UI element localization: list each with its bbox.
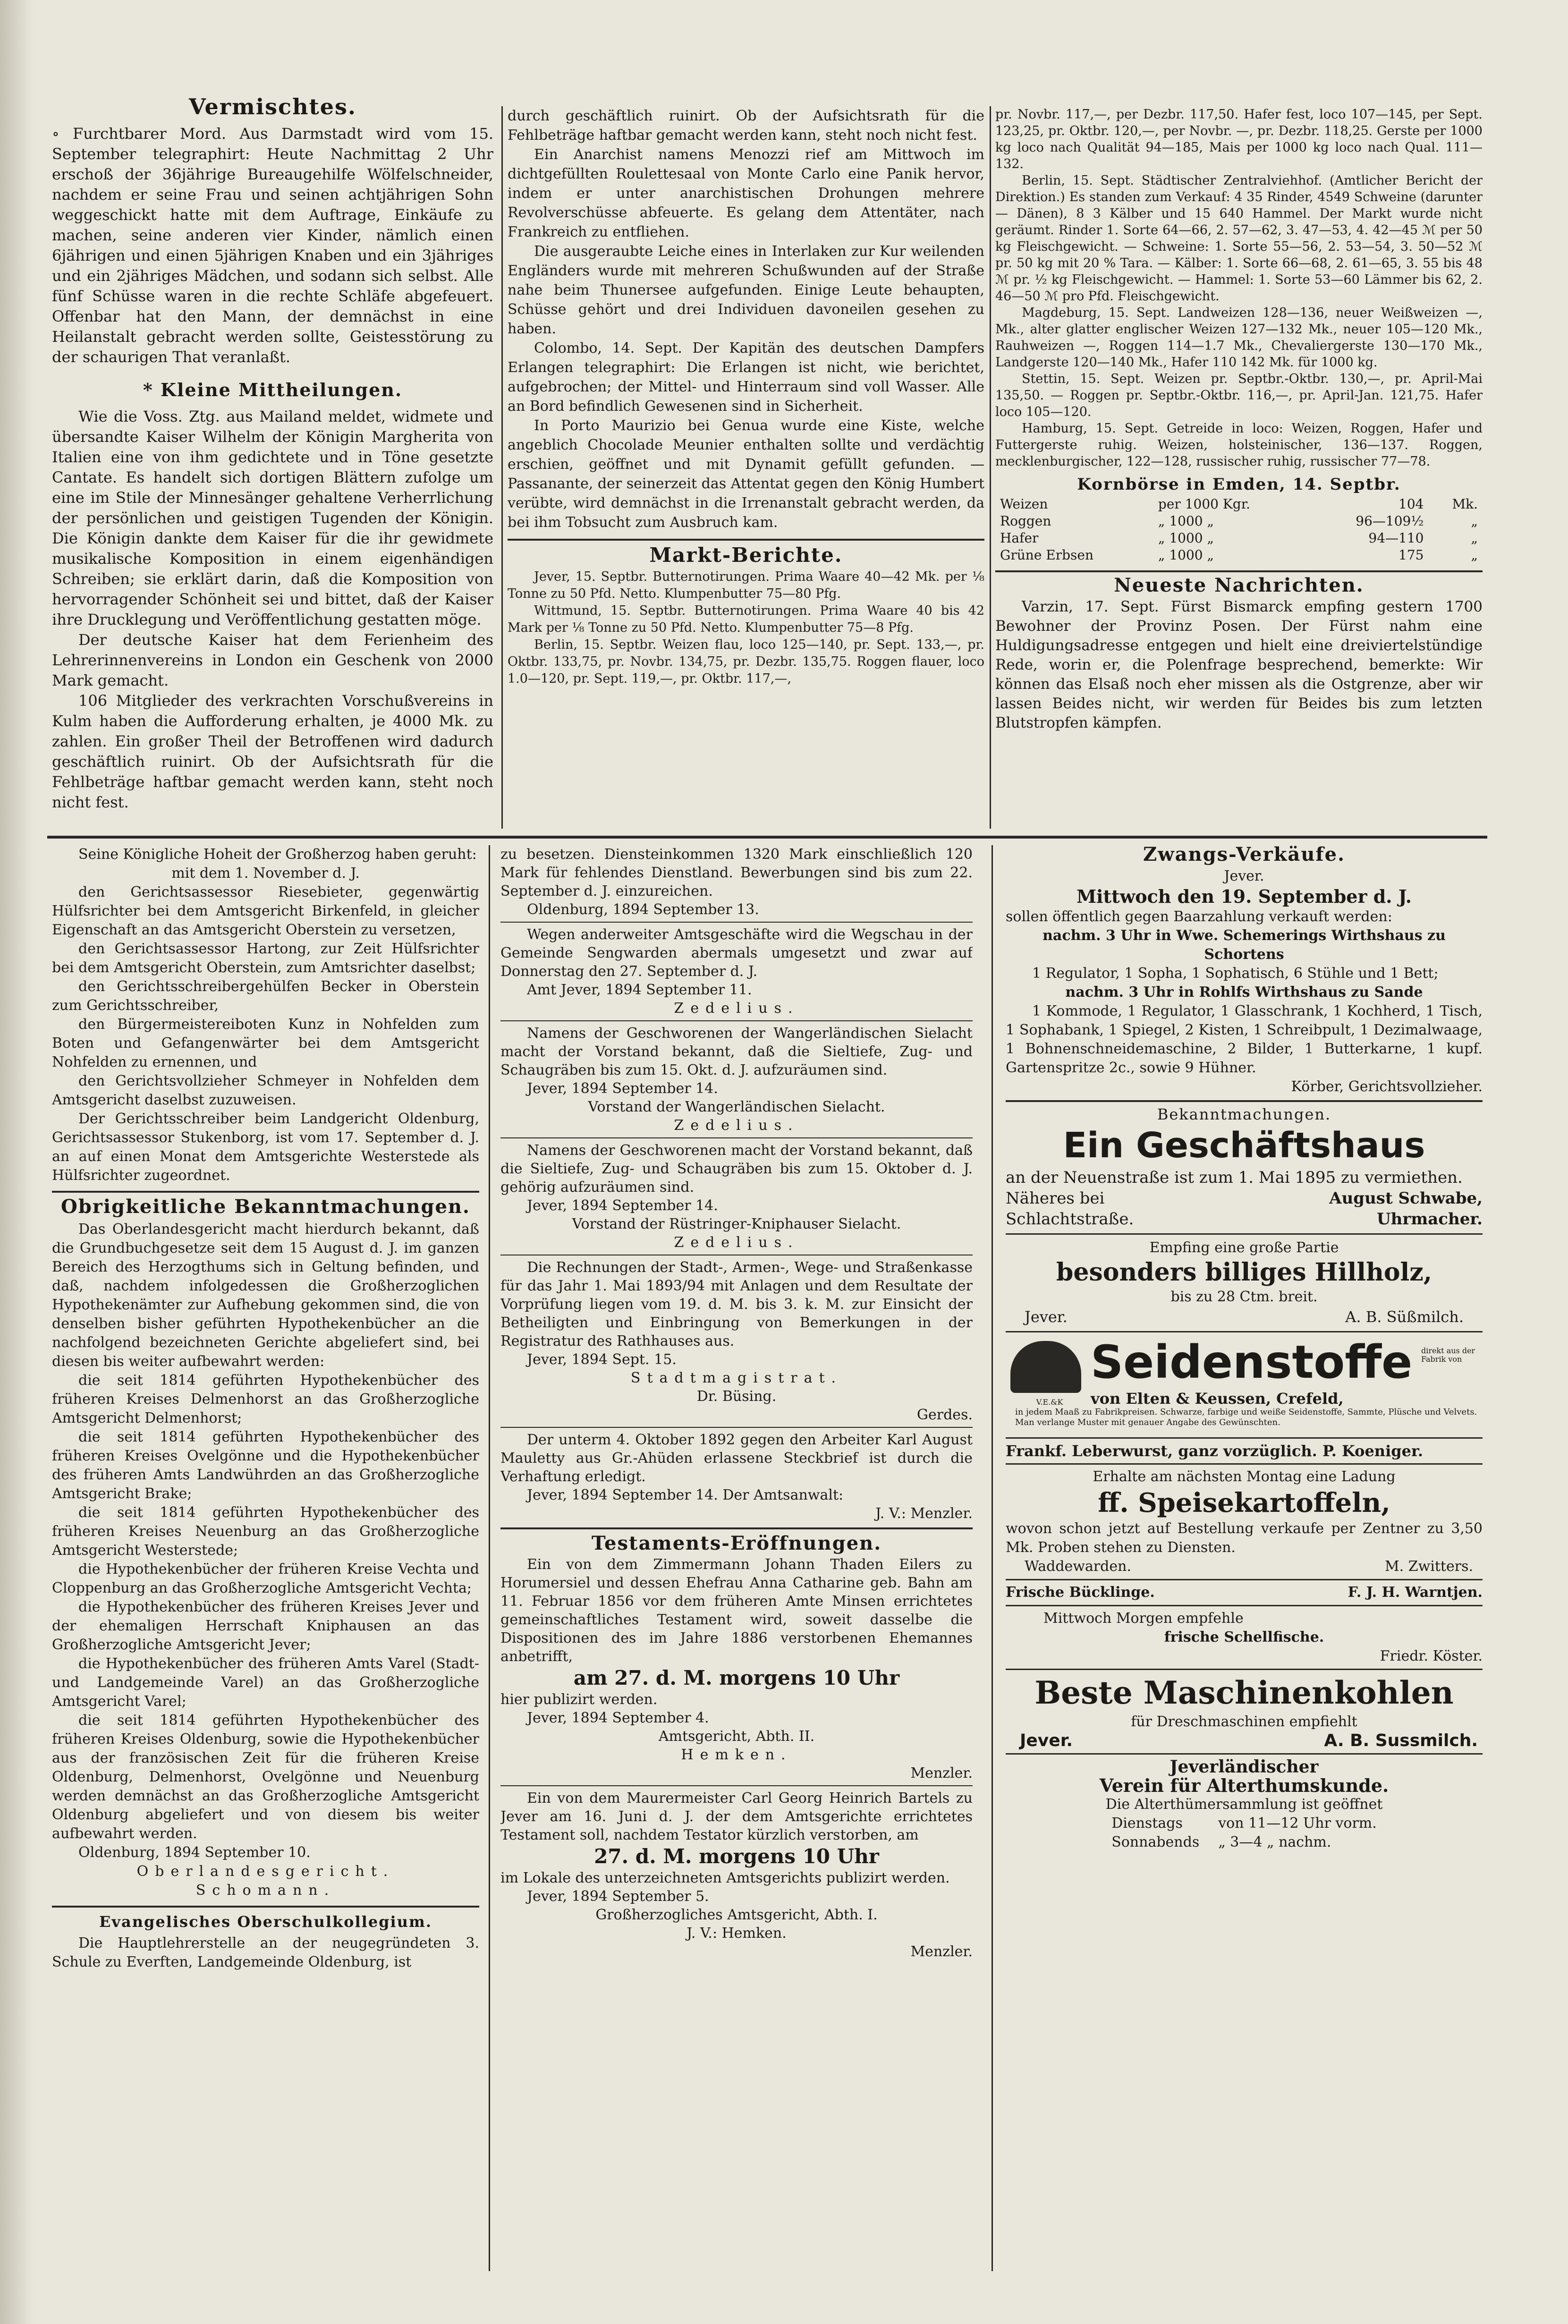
market-berlin-viehhof: Berlin, 15. Sept. Städtischer Zentralviehhof. (Amtlicher Bericht der Direktion.) Es standen zum Verkauf: 4 35 Rinder, 4549 Schweine (darunter — Dänen), 8 3 Kälber und 15 640 Hammel. Der Markt wurde nicht geräumt. Rinder 1. Sorte 64—66, 2. 57—62, 3. 47—53, 4. 42—45 ℳ per 50 kg Fleischgewicht. — Schweine: 1. Sorte 55—56, 2. 53—54, 3. 50—52 ℳ pr. 50 kg mit 20 % Tara. — Kälber: 1. Sorte 66—68, 2. 61—65, 3. 55 bis 48 ℳ pr. ¹⁄₂ kg Fleischgewicht. — Hammel: 1. Sorte 53—60 Lämmer bis 62, 2. 46—50 ℳ pro Pfd. Fleischgewicht. bbox=[995, 173, 1483, 304]
section-divider bbox=[52, 1906, 479, 1908]
notice-signature: Schomann. bbox=[195, 1882, 336, 1899]
kornboerse-cell: 96—109¹⁄₂ bbox=[1356, 513, 1424, 529]
notice-gerichtsschreiber: Der Gerichtsschreiber beim Landgericht Oldenburg, Gerichtsassessor Stukenborg, ist vom 17. September d. J. an auf einen Monat dem Amtsgerichte Westerstede als Hülfsrichter zugeordnet. bbox=[52, 1111, 479, 1184]
ad-hillholz-heading: besonders billiges Hillholz, bbox=[1056, 1258, 1432, 1287]
logo-monogram: V.E.&K bbox=[1036, 1398, 1063, 1407]
ad-contact-row bbox=[1006, 1306, 1483, 1327]
ad-leberwurst: Frankf. Leberwurst, ganz vorzüglich. P. Koeniger. bbox=[1006, 1442, 1424, 1460]
ad-day: Dienstags bbox=[1111, 1815, 1183, 1832]
notice-item: den Bürgermeistereiboten Kunz in Nohfelden zum Boten und Gefangenwärter bei dem Amtsgericht Nohfelden zu ernennen, und bbox=[52, 1016, 479, 1070]
section-divider bbox=[1006, 1579, 1483, 1580]
ad-text: Erhalte am nächsten Montag eine Ladung bbox=[1093, 1468, 1396, 1485]
notice-testament-date: 27. d. M. morgens 10 Uhr bbox=[594, 1845, 879, 1868]
ad-name: F. J. H. Warntjen. bbox=[1348, 1584, 1483, 1601]
kornboerse-cell: Hafer bbox=[1000, 530, 1039, 546]
section-title-neueste-nachrichten: Neueste Nachrichten. bbox=[1114, 574, 1364, 596]
ad-maschinenkohlen-heading: Beste Maschinenkohlen bbox=[1034, 1674, 1454, 1711]
notice-place-date: Oldenburg, 1894 September 10. bbox=[78, 1844, 311, 1861]
notice-testament-bartels: Ein von dem Maurermeister Carl Georg Heinrich Bartels zu Jever am 16. Juni d. J. der dem Amtsgerichte errichtetes Testament soll, nachdem Testator kürzlich verstorben, am bbox=[500, 1790, 973, 1843]
notice-authority: Vorstand der Wangerländischen Sielacht. bbox=[588, 1099, 885, 1115]
ad-name: M. Zwitters. bbox=[1384, 1558, 1473, 1575]
column-rule bbox=[501, 106, 503, 829]
notice-steckbrief: Der unterm 4. Oktober 1892 gegen den Arbeiter Karl August Mauletty aus Gr.-Ahüden erlassene Steckbrief ist durch die Verhaftung erledigt. bbox=[500, 1432, 973, 1485]
ad-text: Uhrmacher. bbox=[1377, 1210, 1483, 1229]
notice-place-date: Jever, 1894 September 14. bbox=[527, 1080, 718, 1097]
notice-signature: J. V.: Menzler. bbox=[875, 1505, 973, 1522]
ad-verein-line2: Verein für Alterthumskunde. bbox=[1099, 1775, 1389, 1796]
notice-item: die Hypothekenbücher des früheren Amts Varel (Stadt- und Landgemeinde Varel) an das Großherzogliche Amtsgericht Varel; bbox=[52, 1655, 479, 1710]
article-ferienheim: Der deutsche Kaiser hat dem Ferienheim des Lehrerinnenvereins in London ein Geschenk von 2000 Mark gemacht. bbox=[52, 631, 493, 689]
market-wittmund: Wittmund, 15. Septbr. Butternotirungen. Prima Waare 40 bis 42 Mark per ¹⁄₈ Tonne zu 50 Pfd. Netto. Klumpenbutter 75—8 Pfg. bbox=[508, 603, 984, 635]
ad-contact-row bbox=[1006, 1731, 1483, 1750]
ad-text: Empfing eine große Partie bbox=[1149, 1239, 1339, 1256]
column-news-and-markets bbox=[508, 106, 984, 826]
notice-signature: J. V.: Hemken. bbox=[687, 1925, 787, 1942]
page-binding-shadow bbox=[0, 0, 33, 2324]
section-divider bbox=[500, 1427, 973, 1428]
section-divider bbox=[500, 922, 973, 923]
ad-name: Friedr. Köster. bbox=[1380, 1648, 1483, 1664]
notice-date-line: mit dem 1. November d. J. bbox=[171, 865, 360, 882]
notice-item: die seit 1814 geführten Hypothekenbücher des früheren Kreises Ovelgönne und die Hypothekenbücher des früheren Amts Landwührden an das Großherzogliche Amtsgericht Brake; bbox=[52, 1429, 479, 1502]
ad-seiden-heading: Seidenstoffe bbox=[1091, 1336, 1413, 1389]
notice-wangerland-sielacht: Namens der Geschworenen der Wangerländischen Sielacht macht der Vorstand bekannt, daß die Sieltiefe, Zug- und Schaugräben bis zum 15. Okt. d. J. aufzuräumen sind. bbox=[500, 1025, 973, 1078]
ad-signature: Körber, Gerichtsvollzieher. bbox=[1291, 1078, 1483, 1095]
notice-signature: Zedelius. bbox=[674, 1117, 799, 1134]
section-title-obrigkeitliche: Obrigkeitliche Bekanntmachungen. bbox=[61, 1196, 470, 1218]
ad-seiden-company: von Elten & Keussen, Crefeld, bbox=[1091, 1390, 1344, 1408]
ad-location: nachm. 3 Uhr in Wwe. Schemerings Wirthshaus zu Schortens bbox=[1043, 927, 1446, 963]
market-hamburg: Hamburg, 15. Sept. Getreide in loco: Weizen, Roggen, Hafer und Futtergerste ruhig. Weizen, holsteinischer, 136—137. Roggen, mecklenburgischer, 122—128, russischer ruhig, russischer 77—78. bbox=[995, 421, 1483, 469]
notice-place-date: Amt Jever, 1894 September 11. bbox=[527, 982, 752, 998]
ad-time: von 11—12 Uhr vorm. bbox=[1218, 1815, 1377, 1832]
notice-item: die Hypothekenbücher des früheren Kreises Jever und der ehemaligen Herrschaft Kniphausen an das Großherzogliche Amtsgericht Jever; bbox=[52, 1599, 479, 1653]
section-divider bbox=[500, 1785, 973, 1786]
notice-testament-eilers: Ein von dem Zimmermann Johann Thaden Eilers zu Horumersiel und dessen Ehefrau Anna Catharine geb. Bahn am 11. Februar 1856 vor dem früheren Amte Minsen errichtetes gemeinschaftliches Testament wird, soweit dasselbe die Dispositionen des im Jahre 1886 verstorbenen Ehemannes anbetrifft, bbox=[500, 1556, 973, 1665]
ad-geschaeftshaus-heading: Ein Geschäftshaus bbox=[1063, 1125, 1425, 1166]
ad-name: A. B. Sussmilch. bbox=[1324, 1731, 1478, 1750]
ad-speisekartoffeln-heading: ff. Speisekartoffeln, bbox=[1098, 1487, 1390, 1518]
notice-item: die seit 1814 geführten Hypothekenbücher des früheren Kreises Delmenhorst an das Großherzogliche Amtsgericht Delmenhorst; bbox=[52, 1372, 479, 1426]
section-divider bbox=[1006, 1100, 1483, 1102]
ad-location: nachm. 3 Uhr in Rohlfs Wirthshaus zu Sande bbox=[1065, 984, 1423, 1001]
notice-text: hier publizirt werden. bbox=[500, 1691, 658, 1708]
ad-day: Sonnabends bbox=[1111, 1834, 1200, 1850]
section-title-bekanntmachungen: Bekanntmachungen. bbox=[1157, 1105, 1331, 1123]
article-varzin: Varzin, 17. Sept. Fürst Bismarck empfing gestern 1700 Bewohner der Provinz Posen. Der Fürst nahm eine Huldigungsadresse entgegen und hielt eine dreiviertelstündige Rede, worin er, die Polenfrage besprechend, bemerkte: Wir können das Elsaß noch eher missen als die Ostgrenze, aber wir lassen Beides nicht, wir werden für Beides bis zum letzten Blutstropfen kämpfen. bbox=[995, 598, 1483, 731]
ad-place: Jever. bbox=[1020, 1731, 1073, 1750]
ad-date: Mittwoch den 19. September d. J. bbox=[1076, 886, 1412, 907]
ad-contact-row bbox=[1006, 1557, 1483, 1576]
notice-place-date: Jever, 1894 September 14. Der Amtsanwalt: bbox=[527, 1487, 844, 1503]
column-rule bbox=[489, 845, 490, 2271]
notice-place-date: Jever, 1894 September 5. bbox=[527, 1888, 709, 1905]
section-title-oberschulkollegium: Evangelisches Oberschulkollegium. bbox=[99, 1913, 432, 1931]
article-kaiser-cantate: Wie die Voss. Ztg. aus Mailand meldet, widmete und übersandte Kaiser Wilhelm der Königin Margherita von Italien eine von ihm gedichtete und in Töne gesetzte Cantate. Es handelt sich dortigen Blättern zufolge um eine im Stile der Minnesänger gehaltene Verherrlichung der persönlichen und geistigen Tugenden der Königin. Die Königin dankte dem Kaiser für die ihr gewidmete musikalische Komposition in einem eigenhändigen Schreiben; sie erklärt darin, daß die Komposition von hervorragender Schönheit sei und bittet, daß der Kaiser ihre Drucklegung und Veröffentlichung gestatten möge. bbox=[52, 407, 493, 628]
section-divider bbox=[500, 1020, 973, 1021]
notice-place-date: Jever, 1894 Sept. 15. bbox=[527, 1351, 677, 1368]
kornboerse-title: Kornbörse in Emden, 14. Septbr. bbox=[1077, 475, 1401, 494]
section-divider bbox=[1006, 1605, 1483, 1606]
ad-name: A. B. Süßmilch. bbox=[1345, 1308, 1464, 1326]
notice-signature: Menzler. bbox=[910, 1765, 973, 1781]
notice-signature: Zedelius. bbox=[674, 1000, 799, 1017]
ad-schellfische: frische Schellfische. bbox=[1164, 1629, 1324, 1645]
ad-text: für Dreschmaschinen empfiehlt bbox=[1131, 1713, 1357, 1730]
ad-text: Näheres bei bbox=[1006, 1189, 1105, 1208]
notice-authority: Amtsgericht, Abth. II. bbox=[658, 1728, 815, 1745]
notice-item: die seit 1814 geführten Hypothekenbücher des früheren Kreises Neuenburg an das Großherzogliche Amtsgericht Westerstede; bbox=[52, 1504, 479, 1559]
ad-place: Jever. bbox=[1025, 1308, 1068, 1326]
section-divider bbox=[500, 1527, 973, 1529]
column-rule bbox=[992, 845, 993, 2271]
column-notices-testaments bbox=[500, 845, 973, 2281]
column-rule bbox=[990, 106, 991, 829]
ad-hours bbox=[1006, 1814, 1483, 1852]
ad-text: an der Neuenstraße ist zum 1. Mai 1895 zu vermiethen. bbox=[1006, 1168, 1463, 1187]
article-monte-carlo: Ein Anarchist namens Menozzi rief am Mittwoch im dichtgefüllten Roulettesaal von Monte Carlo eine Panik hervor, indem er unter anarchistischen Drohungen mehrere Revolverschüsse abfeuerte. Es gelang dem Attentäter, nach Frankreich zu entfliehen. bbox=[508, 146, 984, 240]
article-vorschussverein: 106 Mitglieder des verkrachten Vorschußvereins in Kulm haben die Aufforderung erhalten, je 4000 Mk. zu zahlen. Ein großer Theil der Betroffenen wird dadurch geschäftlich ruinirt. Ob der Aufsichtsrath für die Fehlbeträge haftbar gemacht werden kann, steht noch nicht fest. bbox=[52, 692, 493, 811]
notice-authority: Stadtmagistrat. bbox=[630, 1370, 843, 1386]
notice-ruestringer-sielacht: Namens der Geschworenen macht der Vorstand bekannt, daß die Sieltiefe, Zug- und Schaugräben bis zum 15. Oktober d. J. gehörig aufzuräumen sind. bbox=[500, 1142, 973, 1196]
market-stettin: Stettin, 15. Sept. Weizen pr. Septbr.-Oktbr. 130,—, pr. April-Mai 135,50. — Roggen pr. Septbr.-Oktbr. 116,—, pr. April-Jan. 121,75. Hafer loco 105—120. bbox=[995, 372, 1483, 419]
section-divider bbox=[500, 1137, 973, 1138]
kornboerse-cell: „ 1000 „ bbox=[1158, 513, 1214, 529]
market-jever: Jever, 15. Septbr. Butternotirungen. Prima Waare 40—42 Mk. per ¹⁄₈ Tonne zu 50 Pfd. Netto. Klumpenbutter 75—80 Pfg. bbox=[508, 569, 984, 601]
notice-item: den Gerichtsschreibergehülfen Becker in Oberstein zum Gerichtsschreiber, bbox=[52, 978, 479, 1014]
subheading-kleine-mittheilungen: * Kleine Mittheilungen. bbox=[143, 379, 403, 400]
section-title-testaments: Testaments-Eröffnungen. bbox=[591, 1532, 882, 1554]
kornboerse-cell: 94—110 bbox=[1368, 530, 1424, 546]
notice-authority: Großherzogliches Amtsgericht, Abth. I. bbox=[595, 1907, 878, 1923]
ad-text: Mittwoch Morgen empfehle bbox=[1043, 1610, 1244, 1627]
kornboerse-cell: 104 bbox=[1398, 496, 1424, 512]
ad-name: August Schwabe, bbox=[1329, 1189, 1483, 1208]
article-aufsichtsrath: durch geschäftlich ruinirt. Ob der Aufsichtsrath für die Fehlbeträge haftbar gemacht werden kann, steht noch nicht fest. bbox=[508, 108, 984, 144]
ad-text: sollen öffentlich gegen Baarzahlung verkauft werden: bbox=[1006, 908, 1392, 925]
notice-item: den Gerichtsassessor Hartong, zur Zeit Hülfsrichter bei dem Amtsgericht Oberstein, zum Amtsrichter daselbst; bbox=[52, 941, 479, 976]
notice-place-date: Jever, 1894 September 14. bbox=[527, 1197, 718, 1214]
kornboerse-cell: „ bbox=[1471, 547, 1478, 563]
notice-item: den Gerichtsassessor Riesebieter, gegenwärtig Hülfsrichter bei dem Amtsgericht Birkenfeld, in gleicher Eigenschaft an das Amtsgericht Oberstein zu versetzen, bbox=[52, 884, 479, 938]
notice-signature: Zedelius. bbox=[674, 1234, 799, 1251]
notice-signature: Gerdes. bbox=[917, 1407, 973, 1423]
notice-signature: Menzler. bbox=[910, 1943, 973, 1960]
notice-wegschau: Wegen anderweiter Amtsgeschäfte wird die Wegschau in der Gemeinde Sengwarden abermals umgesetzt und zwar auf Donnerstag den 27. September d. J. bbox=[500, 926, 973, 980]
ad-place: Waddewarden. bbox=[1025, 1558, 1131, 1575]
ad-items: 1 Regulator, 1 Sopha, 1 Sophatisch, 6 Stühle und 1 Bett; bbox=[1032, 965, 1439, 982]
column-vermischtes bbox=[52, 97, 493, 824]
section-divider bbox=[508, 539, 984, 541]
article-furchtbarer-mord: ∘ Furchtbarer Mord. Aus Darmstadt wird vom 15. September telegraphirt: Heute Nachmittag 2 Uhr erschoß der 36jährige Bureaugehilfe Wölfelschneider, nachdem er seine Frau und seinen achtjährigen Sohn weggeschickt hatte mit dem Auftrage, Einkäufe zu machen, seine anderen vier Kinder, nämlich einen 6jährigen und einen 5jährigen Knaben und ein 3jähriges und ein 2jähriges Mädchen, und sodann sich selbst. Alle fünf Schüsse waren in die rechte Schläfe abgefeuert. Offenbar hat den Mann, der demnächst in eine Heilanstalt gebracht werden sollte, Geistesstörung zu der schaurigen That veranlaßt. bbox=[52, 125, 493, 366]
notice-testament-date: am 27. d. M. morgens 10 Uhr bbox=[573, 1666, 900, 1689]
ad-text: direkt aus der Fabrik von bbox=[1421, 1346, 1475, 1364]
section-title-vermischtes: Vermischtes. bbox=[189, 97, 356, 119]
ad-contact-row bbox=[1006, 1209, 1483, 1230]
section-divider bbox=[1006, 1753, 1483, 1755]
kornboerse-cell: Roggen bbox=[1000, 513, 1051, 529]
notice-item: den Gerichtsvollzieher Schmeyer in Nohfelden dem Amtsgericht daselbst zuzuweisen. bbox=[52, 1073, 479, 1108]
kornboerse-cell: „ bbox=[1471, 513, 1478, 529]
notice-text: im Lokale des unterzeichneten Amtsgerichts publizirt werden. bbox=[500, 1870, 950, 1886]
ad-seidenstoffe bbox=[1006, 1336, 1483, 1431]
kornboerse-cell: per 1000 Kgr. bbox=[1158, 496, 1250, 512]
ad-text: wovon schon jetzt auf Bestellung verkaufe per Zentner zu 3,50 Mk. Proben stehen zu Diensten. bbox=[1006, 1520, 1483, 1556]
kornboerse-cell: „ bbox=[1471, 530, 1478, 546]
kornboerse-cell: Mk. bbox=[1452, 496, 1478, 512]
ad-text: in jedem Maaß zu Fabrikpreisen. Schwarze, farbige und weiße Seidenstoffe, Sammte, Plüsche und Velvets. Man verlange Muster mit genauer Angabe des Gewünschten. bbox=[1015, 1407, 1477, 1427]
notice-grossherzog: Seine Königliche Hoheit der Großherzog haben geruht: bbox=[78, 846, 477, 863]
ad-text: bis zu 28 Ctm. breit. bbox=[1170, 1289, 1318, 1305]
notice-besetzen: zu besetzen. Diensteinkommen 1320 Mark einschließlich 120 Mark für fehlendes Dienstland. Bewerbungen sind bis zum 22. September d. J. einzureichen. bbox=[500, 846, 973, 899]
kornboerse-cell: Weizen bbox=[1000, 496, 1048, 512]
notice-place-date: Jever, 1894 September 4. bbox=[527, 1710, 709, 1726]
section-divider bbox=[1006, 1669, 1483, 1670]
notice-signature: Hemken. bbox=[681, 1747, 792, 1763]
kornboerse-row bbox=[995, 513, 1483, 530]
article-colombo: Colombo, 14. Sept. Der Kapitän des deutschen Dampfers Erlangen telegraphirt: Die Erlangen ist nicht, wie berichtet, aufgebrochen; der Mittel- und Hinterraum sind voll Wasser. Alle an Bord befindlich Gewesenen sind in Sicherheit. bbox=[508, 340, 984, 415]
notice-stadtkasse: Die Rechnungen der Stadt-, Armen-, Wege- und Straßenkasse für das Jahr 1. Mai 1893/94 mit Anlagen und dem Resultate der Vorprüfung liegen vom 19. d. M. bis 3. k. M. zur Einsicht der Betheiligten und Einbringung von Bemerkungen in der Registratur des Rathhauses aus. bbox=[500, 1259, 973, 1349]
ad-text: Schlachtstraße. bbox=[1006, 1210, 1134, 1229]
section-divider bbox=[1006, 1233, 1483, 1235]
notice-authority: Vorstand der Rüstringer-Kniphauser Sielacht. bbox=[572, 1216, 901, 1232]
section-title-zwangs-verkaeufe: Zwangs-Verkäufe. bbox=[1143, 845, 1345, 865]
kornboerse-cell: „ 1000 „ bbox=[1158, 530, 1214, 546]
notice-oberlandesgericht: Das Oberlandesgericht macht hierdurch bekannt, daß die Grundbuchgesetze seit dem 15 August d. J. im ganzen Bereich des Herzogthums sich in Geltung befinden, und daß, nachdem infolgedessen die Großherzoglichen Hypothekenämter zur Aufhebung gekommen sind, die von denselben bisher geführten Hypothekenbücher an die nachfolgend bezeichneten Gerichte abgeliefert sind, bei diesen bis weiter aufbewahrt werden: bbox=[52, 1221, 479, 1370]
kornboerse-cell: Grüne Erbsen bbox=[1000, 547, 1094, 563]
section-divider bbox=[995, 570, 1483, 572]
market-berlin-continued: pr. Novbr. 117,—, per Dezbr. 117,50. Hafer fest, loco 107—145, per Sept. 123,25, pr. Oktbr. 120,—, per Novbr. —, pr. Dezbr. 118,25. Gerste per 1000 kg loco nach Qualität 94—185, Mais per 1000 kg loco nach Qual. 111—132. bbox=[995, 107, 1483, 171]
ad-buecklinge bbox=[1006, 1583, 1483, 1602]
kornboerse-row bbox=[995, 496, 1483, 513]
kornboerse-cell: 175 bbox=[1398, 547, 1424, 563]
ad-items: 1 Kommode, 1 Regulator, 1 Glasschrank, 1 Kochherd, 1 Tisch, 1 Sophabank, 1 Spiegel, 2 Kisten, 1 Schreibpult, 1 Dezimalwaage, 1 Bohnenschneidemaschine, 2 Bilder, 1 Butterkarne, 1 kupf. Gartenspritze 2c., sowie 9 Hühner. bbox=[1006, 1003, 1483, 1076]
ad-verein-line1: Jeverländischer bbox=[1170, 1757, 1319, 1777]
section-divider bbox=[52, 1191, 479, 1193]
notice-signature: Dr. Büsing. bbox=[696, 1388, 777, 1405]
ad-time: „ 3—4 „ nachm. bbox=[1218, 1834, 1331, 1850]
ad-text: Die Alterthümersammlung ist geöffnet bbox=[1105, 1796, 1383, 1813]
section-divider bbox=[1006, 1437, 1483, 1439]
section-divider bbox=[1006, 1463, 1483, 1465]
section-divider bbox=[1006, 1331, 1483, 1332]
market-berlin-grain: Berlin, 15. Septbr. Weizen flau, loco 125—140, pr. Sept. 133,—, pr. Oktbr. 133,75, pr. Novbr. 134,75, pr. Dezbr. 135,75. Roggen flauer, loco 1.0—120, pr. Sept. 119,—, pr. Oktbr. 117,—, bbox=[508, 637, 984, 686]
notice-hauptlehrerstelle: Die Hauptlehrerstelle an der neugegründeten 3. Schule zu Everften, Landgemeinde Oldenburg, ist bbox=[52, 1935, 479, 1970]
kornboerse-row bbox=[995, 530, 1483, 547]
notice-item: die Hypothekenbücher der früheren Kreise Vechta und Cloppenburg an das Großherzogliche Amtsgericht Vechta; bbox=[52, 1561, 479, 1596]
kornboerse-table bbox=[995, 496, 1483, 564]
notice-place-date: Oldenburg, 1894 September 13. bbox=[527, 901, 759, 918]
column-advertisements bbox=[1006, 845, 1483, 2281]
notice-authority: Oberlandesgericht. bbox=[136, 1863, 395, 1880]
ad-contact-row bbox=[1006, 1188, 1483, 1209]
article-interlaken: Die ausgeraubte Leiche eines in Interlaken zur Kur weilenden Engländers wurde mit mehreren Schußwunden auf der Straße nahe beim Thunersee aufgefunden. Einige Leute behaupten, Schüsse gehört und drei Individuen davoneilen gesehen zu haben. bbox=[508, 243, 984, 337]
horizontal-page-rule bbox=[47, 836, 1487, 839]
column-official-notices bbox=[52, 845, 479, 2281]
kornboerse-row bbox=[995, 547, 1483, 564]
column-markets-and-latest bbox=[995, 106, 1483, 826]
section-title-markt-berichte: Markt-Berichte. bbox=[649, 543, 843, 567]
beehive-logo bbox=[1010, 1341, 1089, 1412]
ad-text: Frische Bücklinge. bbox=[1006, 1584, 1155, 1601]
kornboerse-cell: „ 1000 „ bbox=[1158, 547, 1214, 563]
market-magdeburg: Magdeburg, 15. Sept. Landweizen 128—136, neuer Weißweizen —, Mk., alter glatter englischer Weizen 127—132 Mk., neuer 105—120 Mk., Rauhweizen —, Roggen 114—1.7 Mk., Chevaliergerste 130—170 Mk., Landgerste 120—140 Mk., Hafer 110 142 Mk. für 1000 kg. bbox=[995, 305, 1483, 370]
ad-place: Jever. bbox=[1224, 868, 1264, 884]
article-porto-maurizio: In Porto Maurizio bei Genua wurde eine Kiste, welche angeblich Chocolade Meunier enthalten sollte und verdächtig erschien, geöffnet und mit Dynamit gefüllt gefunden. — Passanante, der seinerzeit das Attentat gegen den König Humbert verübte, wird demnächst in die Irrenanstalt gebracht werden, da bei ihm Tobsucht zum Ausbruch kam. bbox=[508, 417, 984, 531]
notice-item: die seit 1814 geführten Hypothekenbücher des früheren Kreises Oldenburg, sowie die Hypothekenbücher aus der französischen Zeit für die früheren Kreise Oldenburg, Delmenhorst, Ovelgönne und Neuenburg werden demnächst an das Großherzogliche Amtsgericht Oldenburg abgeliefert und von diesem bis weiter aufbewahrt werden. bbox=[52, 1712, 479, 1842]
